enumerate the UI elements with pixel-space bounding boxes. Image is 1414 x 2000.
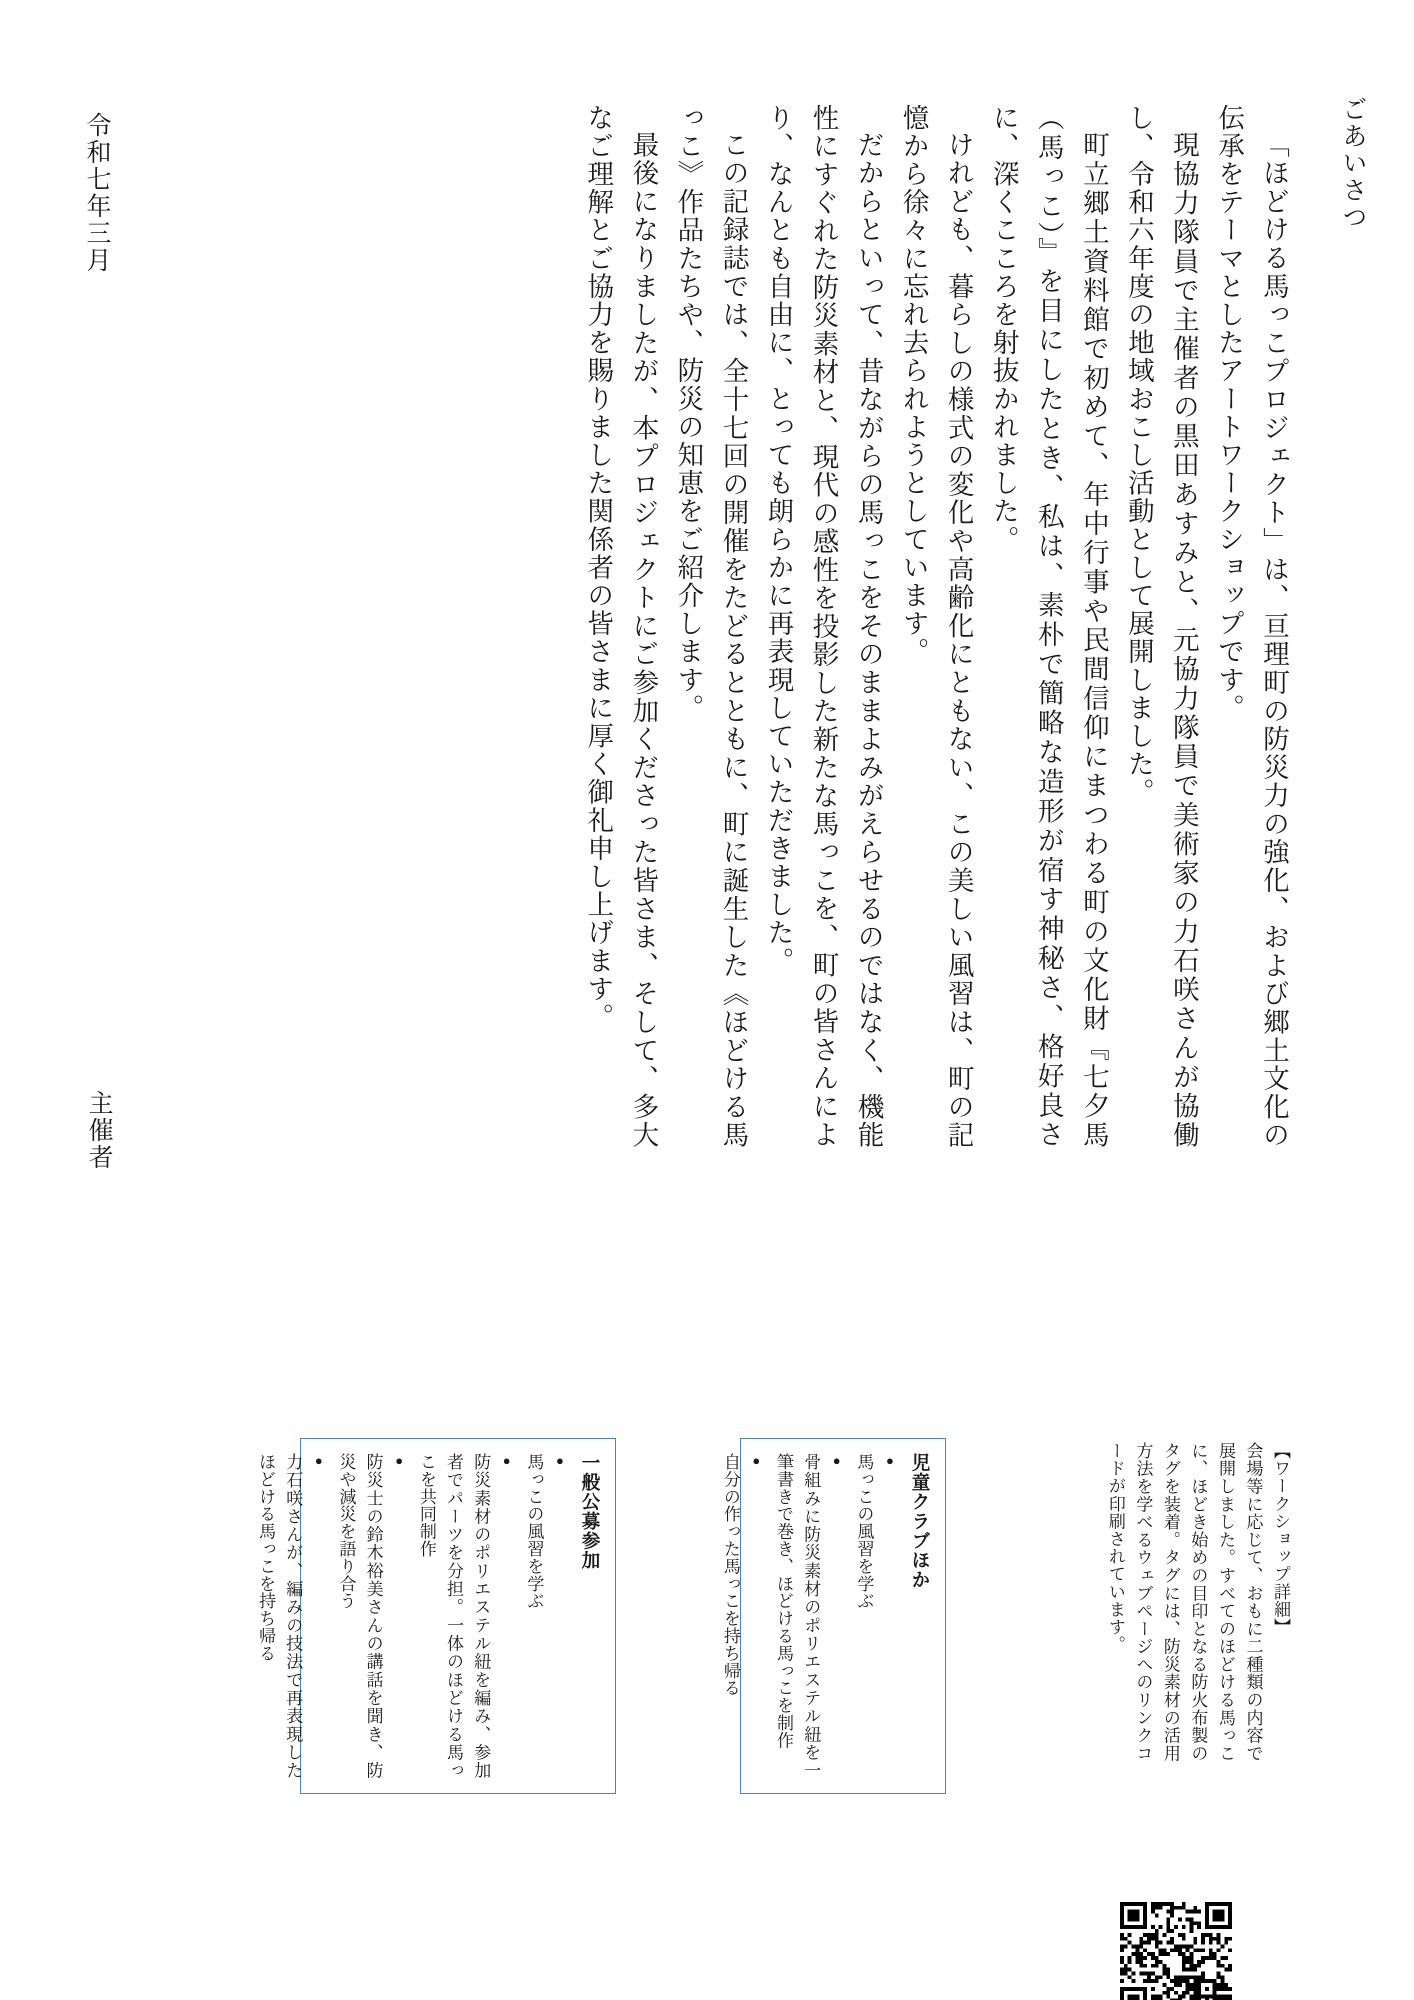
workshop-detail-text: 会場等に応じて、おもに二種類の内容で展開しました。すべてのほどける馬っこに、ほどき始めの目印となる防火布製のタグを装着。タグには、防災素材の活用方法を学べるウェブページへのリンクコードが印刷されています。 xyxy=(1105,1442,1263,1762)
list-item: ● 力石咲さんが、編みの技法で再表現したほどける馬っこを持ち帰る xyxy=(252,1453,328,1779)
page-title: ごあいさつ xyxy=(1339,96,1366,231)
card-title: 児童クラブほか xyxy=(909,1453,929,1590)
greeting-paragraph: 現協力隊員で主催者の黒田あすみと、元協力隊員で美術家の力石咲さんが協働し、令和六年度の地域おこし活動として展開しました。 xyxy=(1123,104,1199,1149)
greeting-paragraph: だからといって、昔ながらの馬っこをそのままよみがえらせるのではなく、機能性にすぐれた防災素材と、現代の感性を投影した新たな馬っこを、町の皆さんにより、なんとも自由に、とっても朗らかに再表現していただきました。 xyxy=(763,104,884,1149)
list-item: ● 馬っこの風習を学ぶ xyxy=(850,1453,899,1779)
card-bullet-list xyxy=(252,1453,570,1779)
qr-code-image xyxy=(1120,1902,1232,2000)
signature-host: 主催者 xyxy=(85,1090,112,1171)
card-title: 一般公募参加 xyxy=(579,1453,599,1570)
list-item: ● 防災士の鈴木裕美さんの講話を聞き、防災や減災を語り合う xyxy=(332,1453,408,1779)
card-ippan-open-call xyxy=(256,1438,616,1794)
list-item: ● 自分の作った馬っこを持ち帰る xyxy=(717,1453,766,1779)
greeting-paragraph: 「ほどける馬っこプロジェクト」は、亘理町の防災力の強化、および郷土文化の伝承をテーマとしたアートワークショップです。 xyxy=(1213,104,1289,1149)
greeting-paragraph: 最後になりましたが、本プロジェクトにご参加くださった皆さま、そして、多大なご理解とご協力を賜りました関係者の皆さまに厚く御礼申し上げます。 xyxy=(583,104,659,1149)
workshop-detail-heading: 【ワークショップ詳細】 xyxy=(1271,1442,1290,1636)
bottom-section xyxy=(0,1430,1414,2000)
list-item: ● 防災素材のポリエステル紐を編み、参加者でパーツを分担。一体のほどける馬っこを共同制作 xyxy=(413,1453,517,1779)
list-item: ● 骨組みに防災素材のポリエステル紐を一筆書きで巻き、ほどける馬っこを制作 xyxy=(770,1453,846,1779)
signature-date: 令和七年三月 xyxy=(83,112,110,274)
qr-code[interactable] xyxy=(1120,1902,1232,2000)
greeting-paragraph: 町立郷土資料館で初めて、年中行事や民間信仰にまつわる町の文化財『七夕馬（馬っこ）』を目にしたとき、私は、素朴で簡略な造形が宿す神秘さ、格好良さに、深くこころを射抜かれました。 xyxy=(988,104,1109,1149)
greeting-body xyxy=(226,104,1296,1149)
list-item: ● 馬っこの風習を学ぶ xyxy=(520,1453,569,1779)
workshop-detail xyxy=(1064,1442,1294,1762)
greeting-paragraph: この記録誌では、全十七回の開催をたどるとともに、町に誕生した《ほどける馬っこ》作品たちや、防災の知恵をご紹介します。 xyxy=(673,104,749,1149)
card-bullet-list xyxy=(717,1453,900,1779)
greeting-paragraph: けれども、暮らしの様式の変化や高齢化にともない、この美しい風習は、町の記憶から徐々に忘れ去られようとしています。 xyxy=(898,104,974,1149)
card-jidou-club xyxy=(720,1438,946,1794)
